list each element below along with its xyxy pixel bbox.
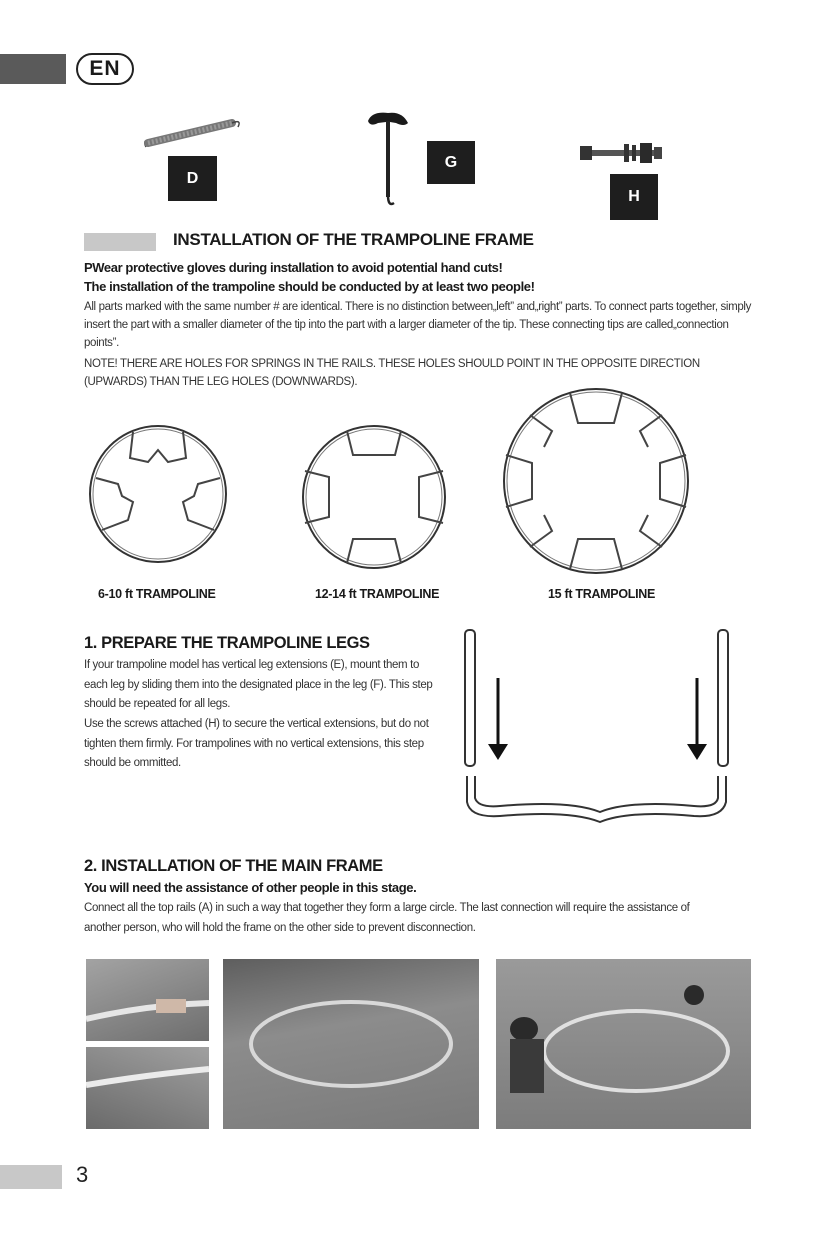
frame-diagram-12-14ft — [299, 425, 449, 575]
connection-paragraph: All parts marked with the same number # are identical. There is no distinction between„left” and„right” parts. To connect parts together, simply insert the part with a smaller diameter of the tip into the part with a larger diameter of the tip. These connecting tips are called„connection points”. — [84, 301, 751, 349]
note-paragraph: NOTE! THERE ARE HOLES FOR SPRINGS IN THE RAILS. THESE HOLES SHOULD POINT IN THE OPPOSITE DIRECTION (UPWARDS) THAN THE LEG HOLES (DOWNWARDS). — [84, 358, 700, 388]
step2-subtitle: You will need the assistance of other people in this stage. — [84, 880, 417, 895]
part-label-g: G — [427, 141, 475, 184]
bolt-icon — [578, 138, 673, 168]
language-badge: EN — [76, 53, 134, 85]
step2-title: 2. INSTALLATION OF THE MAIN FRAME — [84, 857, 383, 875]
step2-text: Connect all the top rails (A) in such a way that together they form a large circle. The last connection will require the assistance of another person, who will hold the frame on the other side to prevent disconnection. — [84, 902, 690, 934]
section-title: INSTALLATION OF THE TRAMPOLINE FRAME — [173, 230, 534, 249]
photo-frame-two-people — [496, 959, 751, 1129]
step1-text-mount: If your trampoline model has vertical leg extensions (E), mount them to each leg by sliding them into the designated place in the leg (F). This step should be repeated for all legs. — [84, 659, 433, 710]
part-label-d: D — [168, 156, 217, 201]
step1-text-screws: Use the screws attached (H) to secure the vertical extensions, but do not tighten them firmly. For trampolines with no vertical extensions, this step should be ommitted. — [84, 718, 429, 769]
frame-caption-6-10ft: 6-10 ft TRAMPOLINE — [98, 587, 216, 601]
frame-diagram-15ft — [500, 385, 693, 578]
page-number-bar — [0, 1165, 62, 1189]
photo-rail-connection-1 — [86, 959, 209, 1041]
section-bar — [84, 233, 156, 251]
frame-diagram-6-10ft — [88, 420, 228, 570]
photo-rail-connection-2 — [86, 1047, 209, 1129]
spring-tool-icon — [366, 107, 411, 211]
page-number: 3 — [76, 1162, 89, 1187]
step1-title: 1. PREPARE THE TRAMPOLINE LEGS — [84, 634, 370, 652]
leg-assembly-diagram — [460, 626, 742, 832]
frame-caption-12-14ft: 12-14 ft TRAMPOLINE — [315, 587, 440, 601]
frame-caption-15ft: 15 ft TRAMPOLINE — [548, 587, 656, 601]
part-label-h: H — [610, 174, 658, 220]
photo-frame-assembly — [223, 959, 479, 1129]
warning-gloves: PWear protective gloves during installation to avoid potential hand cuts! — [84, 260, 503, 275]
spring-icon — [140, 115, 245, 155]
warning-two-people: The installation of the trampoline should be conducted by at least two people! — [84, 279, 535, 294]
language-bar — [0, 54, 66, 84]
